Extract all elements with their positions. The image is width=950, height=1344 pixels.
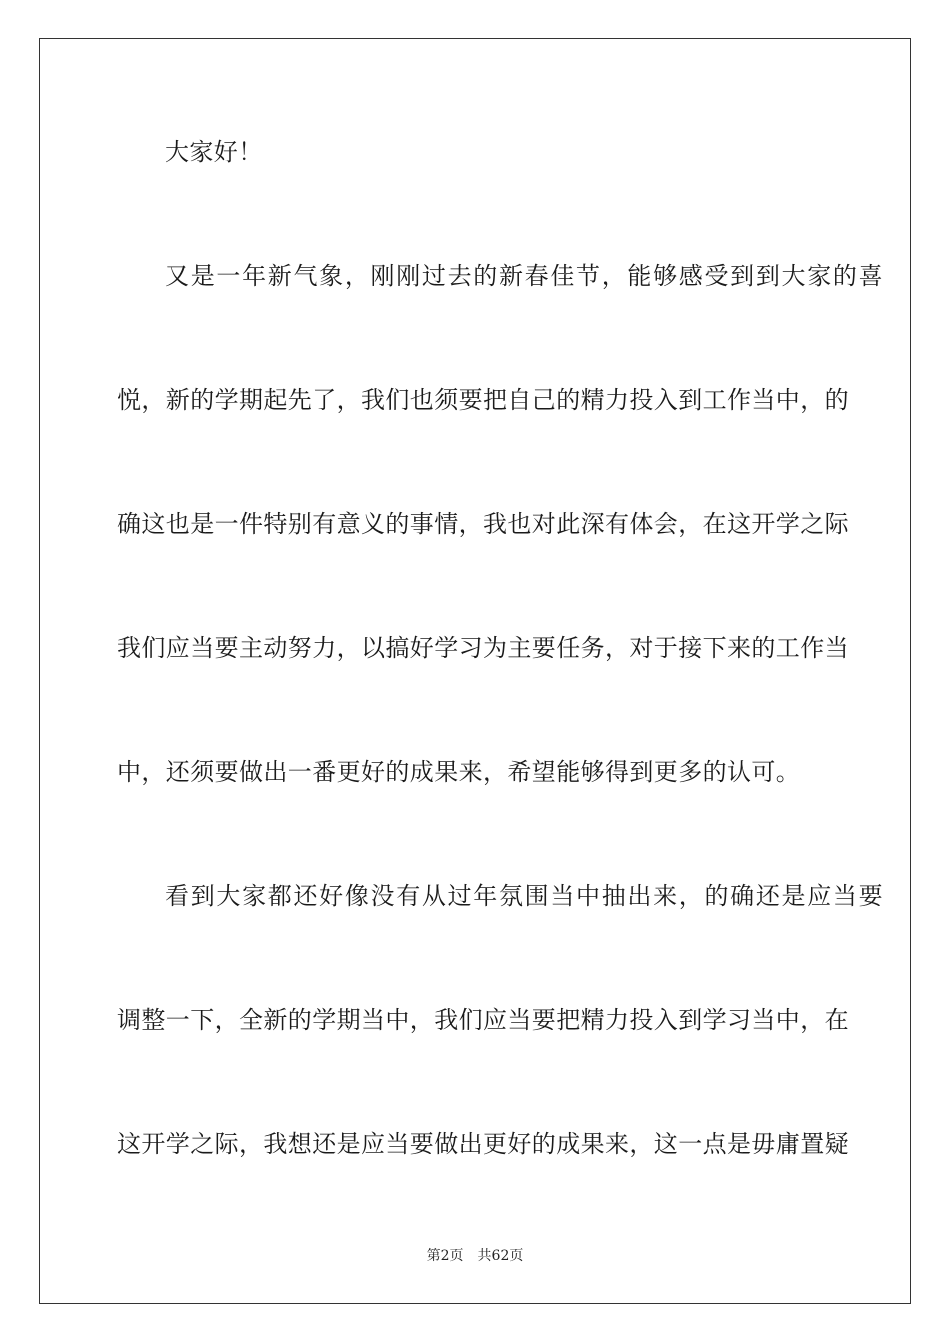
text-line: 我们应当要主动努力，以搞好学习为主要任务，对于接下来的工作当: [117, 634, 849, 662]
page-footer: [0, 1247, 950, 1265]
total-pages: 共62页: [477, 1248, 524, 1264]
page-border: [39, 38, 911, 1304]
text-line: 悦，新的学期起先了，我们也须要把自己的精力投入到工作当中，的: [117, 386, 849, 414]
text-line: 这开学之际，我想还是应当要做出更好的成果来，这一点是毋庸置疑: [117, 1130, 849, 1158]
text-line: 确这也是一件特别有意义的事情，我也对此深有体会，在这开学之际: [117, 510, 849, 538]
text-line: 调整一下，全新的学期当中，我们应当要把精力投入到学习当中，在: [117, 1006, 849, 1034]
text-line: 看到大家都还好像没有从过年氛围当中抽出来，的确还是应当要: [165, 882, 883, 910]
text-line: 又是一年新气象，刚刚过去的新春佳节，能够感受到到大家的喜: [165, 262, 883, 290]
page-number: 第2页: [426, 1248, 464, 1264]
greeting-line: 大家好！: [165, 138, 263, 166]
text-line: 中，还须要做出一番更好的成果来，希望能够得到更多的认可。: [117, 758, 801, 786]
